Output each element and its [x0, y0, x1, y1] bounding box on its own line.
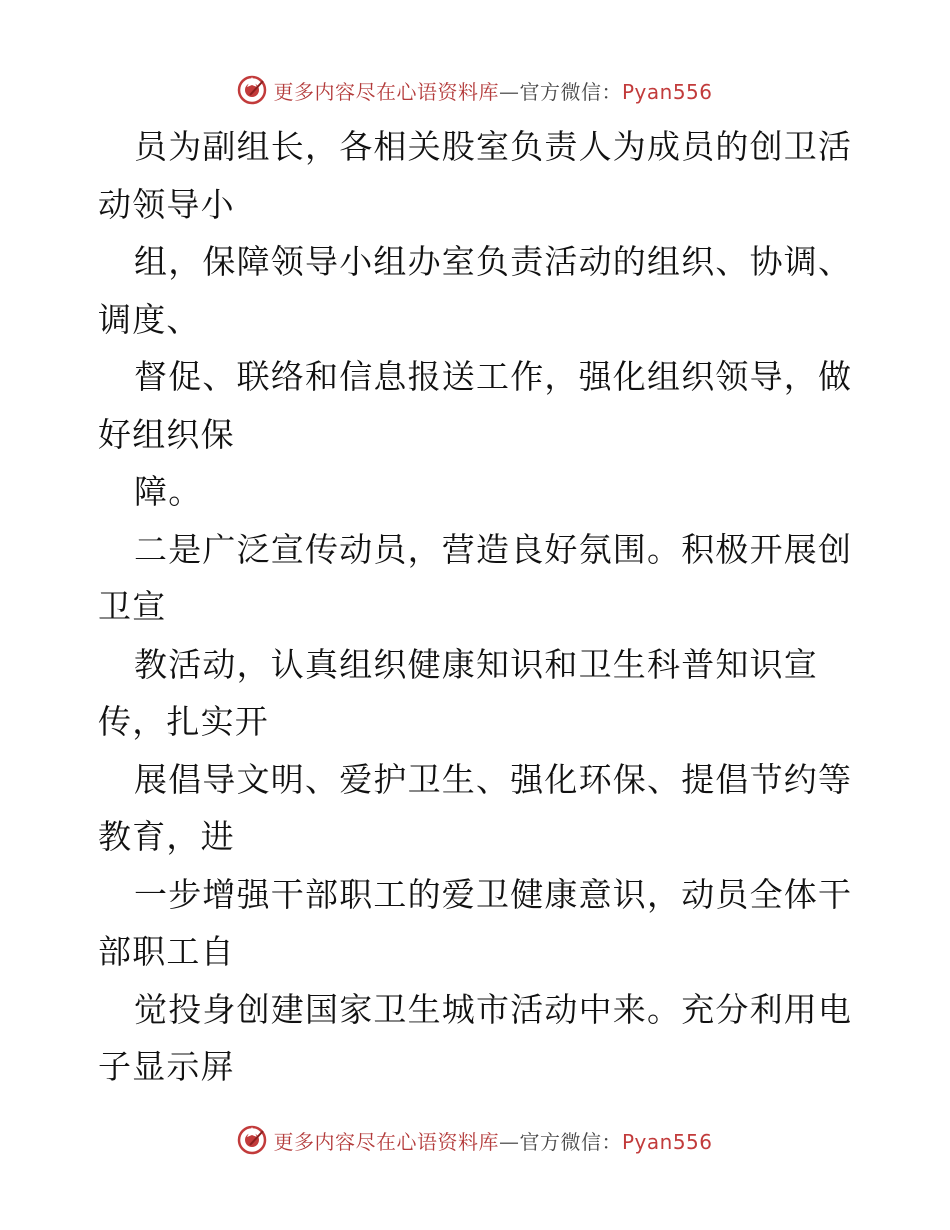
paragraph-line: 员为副组长，各相关股室负责人为成员的创卫活: [134, 127, 853, 166]
header-watermark: [0, 70, 950, 110]
watermark-wechat-label: 官方微信：: [519, 79, 622, 104]
paragraph-line: 觉投身创建国家卫生城市活动中来。充分利用电: [134, 989, 853, 1029]
watermark-wechat-id: Pyan556: [621, 79, 713, 104]
paragraph-line: 调度、: [98, 299, 201, 339]
pen-logo-icon: [237, 75, 267, 105]
watermark-separator: —: [498, 1129, 520, 1154]
watermark-wechat-label: 官方微信：: [519, 1129, 622, 1154]
paragraph-line: 部职工自: [98, 932, 235, 971]
paragraph-line: 组，保障领导小组办室负责活动的组织、协调、: [134, 242, 853, 281]
paragraph-line: 一步增强干部职工的爱卫健康意识，动员全体干: [134, 874, 853, 914]
watermark-site-text: 更多内容尽在心语资料库: [273, 79, 499, 104]
document-body: [98, 118, 858, 1096]
paragraph-line: 二是广泛宣传动员，营造良好氛围。积极开展创: [134, 529, 853, 569]
paragraph-line: 子显示屏: [98, 1047, 235, 1086]
footer-watermark: [0, 1120, 950, 1160]
paragraph-line: 障。: [134, 472, 203, 511]
watermark-text: [273, 76, 712, 105]
paragraph-line: 督促、联络和信息报送工作，强化组织领导，做: [134, 357, 853, 396]
pen-logo-icon: [237, 1125, 267, 1155]
paragraph-line: 卫宣: [98, 587, 167, 626]
paragraph-line: 传，扎实开: [98, 702, 269, 741]
watermark-site-text: 更多内容尽在心语资料库: [273, 1129, 499, 1154]
paragraph-line: 动领导小: [98, 184, 235, 224]
paragraph-line: 好组织保: [98, 414, 235, 454]
paragraph-line: 教活动，认真组织健康知识和卫生科普知识宣: [134, 644, 818, 684]
paragraph-line: 展倡导文明、爱护卫生、强化环保、提倡节约等: [134, 759, 853, 799]
paragraph-line: 教育，进: [98, 817, 235, 856]
watermark-wechat-id: Pyan556: [621, 1129, 713, 1154]
watermark-separator: —: [498, 79, 520, 104]
watermark-text: [273, 1126, 712, 1155]
